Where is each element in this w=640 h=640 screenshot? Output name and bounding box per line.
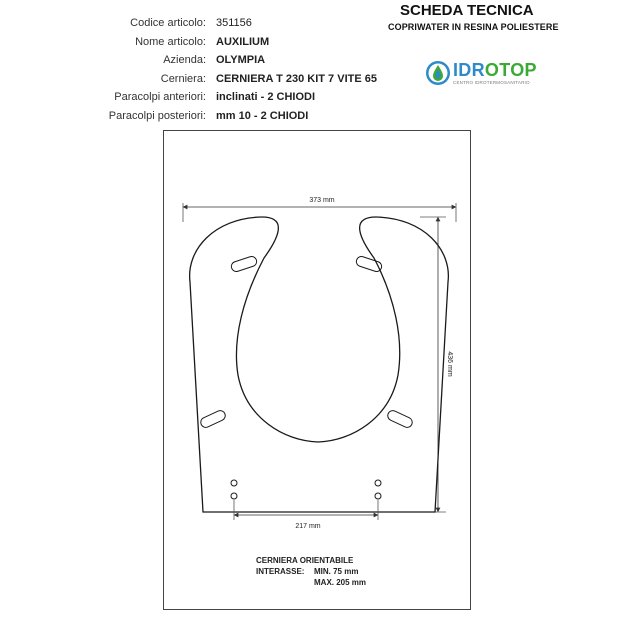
sheet-subtitle: COPRIWATER IN RESINA POLIESTERE — [388, 22, 559, 32]
spec-value: AUXILIUM — [216, 35, 270, 48]
spec-value: inclinati - 2 CHIODI — [216, 91, 316, 104]
spec-value: 351156 — [216, 17, 252, 30]
hinge-hole — [231, 480, 237, 486]
hinge-hole — [375, 480, 381, 486]
logo-wordmark: IDROTOP — [453, 60, 537, 80]
spec-label: Paracolpi posteriori: — [108, 109, 206, 122]
hinge-dimension-label: 217 mm — [295, 523, 321, 530]
hinge-note-title: CERNIERA ORIENTABILE — [256, 556, 354, 565]
rear-bumper-slot-left — [199, 409, 227, 429]
spec-label: Codice articolo: — [130, 17, 206, 30]
hinge-hole — [375, 493, 381, 499]
spec-label: Azienda: — [163, 54, 206, 67]
height-dimension-label: 436 mm — [446, 351, 453, 377]
hinge-note-interasse: INTERASSE: — [256, 567, 305, 576]
logo-tagline: CENTRO IDROTERMOSANITARIO — [453, 80, 530, 85]
spec-value: CERNIERA T 230 KIT 7 VITE 65 — [216, 72, 377, 85]
hinge-hole — [231, 493, 237, 499]
seat-outline — [190, 217, 449, 512]
spec-value: mm 10 - 2 CHIODI — [216, 109, 309, 122]
spec-value: OLYMPIA — [216, 54, 266, 67]
front-bumper-slot-right — [355, 255, 383, 273]
hinge-note-max: MAX. 205 mm — [314, 578, 367, 587]
spec-label: Nome articolo: — [135, 35, 206, 48]
width-dimension-label: 373 mm — [309, 197, 335, 204]
spec-label: Paracolpi anteriori: — [114, 91, 206, 104]
sheet-title: SCHEDA TECNICA — [400, 2, 534, 19]
spec-label: Cerniera: — [160, 72, 206, 85]
hinge-note-min: MIN. 75 mm — [314, 567, 359, 576]
front-bumper-slot-left — [230, 255, 258, 273]
rear-bumper-slot-right — [386, 409, 414, 429]
